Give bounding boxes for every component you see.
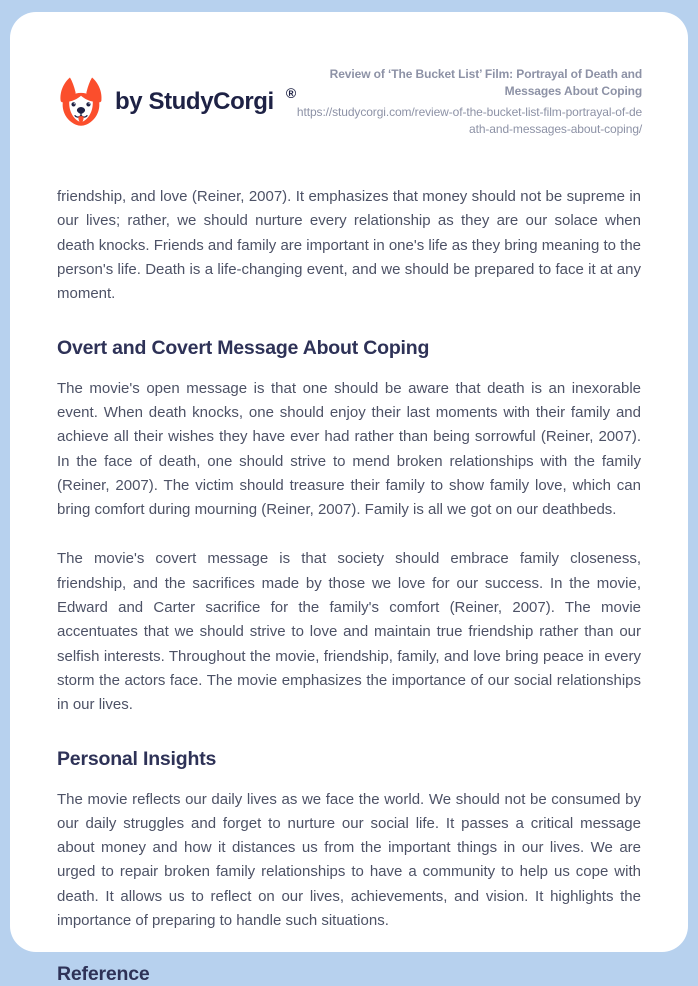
intro-paragraph: friendship, and love (Reiner, 2007). It emphasizes that money should not be supreme in our lives; rather, we should nurture every relationship as they are our solace when death knocks. Friends and family are important in one's life as they bring meaning to the person's life. Death is a life-changing event, and we should be prepared to face it at any moment.: [57, 188, 642, 303]
document-card: [10, 12, 688, 986]
corgi-face-icon: [57, 76, 105, 128]
document-header: [57, 66, 641, 137]
paragraph: The movie reflects our daily lives as we face the world. We should not be consumed by our daily struggles and forget to nurture our social life. It passes a critical message about money and how it distances us from the important things in our lives. We are urged to repair broken family relationships to have a community to help us cope with death. It allows us to reflect on our lives, achievements, and vision. It highlights the importance of preparing to handle such situations.: [57, 790, 641, 930]
studycorgi-brand-link[interactable]: [57, 76, 297, 128]
brand-wordmark: by StudyCorgi: [115, 87, 274, 115]
paragraph: The movie's open message is that one should be aware that death is an inexorable event. When death knocks, one should enjoy their last moments with their family and achieve all their wishes they have ever had rather than being sorrowful (Reiner, 2007). In the face of death, one should strive to mend broken relationships with the family (Reiner, 2007). The victim should treasure their family to show family love, which can bring comfort during mourning (Reiner, 2007). Family is all we got on our deathbeds.: [57, 379, 641, 519]
section-heading-overt-covert-message: Overt and Covert Message About Coping: [57, 336, 430, 359]
registered-trademark-symbol: ®: [285, 84, 297, 101]
document-title: Review of ‘The Bucket List’ Film: Portrayal of Death and Messages About Coping: [329, 67, 643, 98]
section-heading-reference: Reference: [57, 963, 150, 986]
essay-body: [57, 185, 641, 986]
paragraph: The movie's covert message is that society should embrace family closeness, friendship, and the sacrifices made by those we love for our success. In the movie, Edward and Carter sacrifice for the family's comfort (Reiner, 2007). The movie accentuates that we should strive to love and maintain true friendship rather than our selfish interests. Throughout the movie, friendship, family, and love bring peace in every storm the actors face. The movie emphasizes the importance of our social relationships in our lives.: [57, 550, 641, 714]
section-heading-personal-insights: Personal Insights: [57, 747, 217, 770]
document-url-link[interactable]: https://studycorgi.com/review-of-the-bucket-list-film-portrayal-of-death-and-messages-about-coping/: [296, 105, 643, 136]
document-meta: [294, 66, 642, 137]
